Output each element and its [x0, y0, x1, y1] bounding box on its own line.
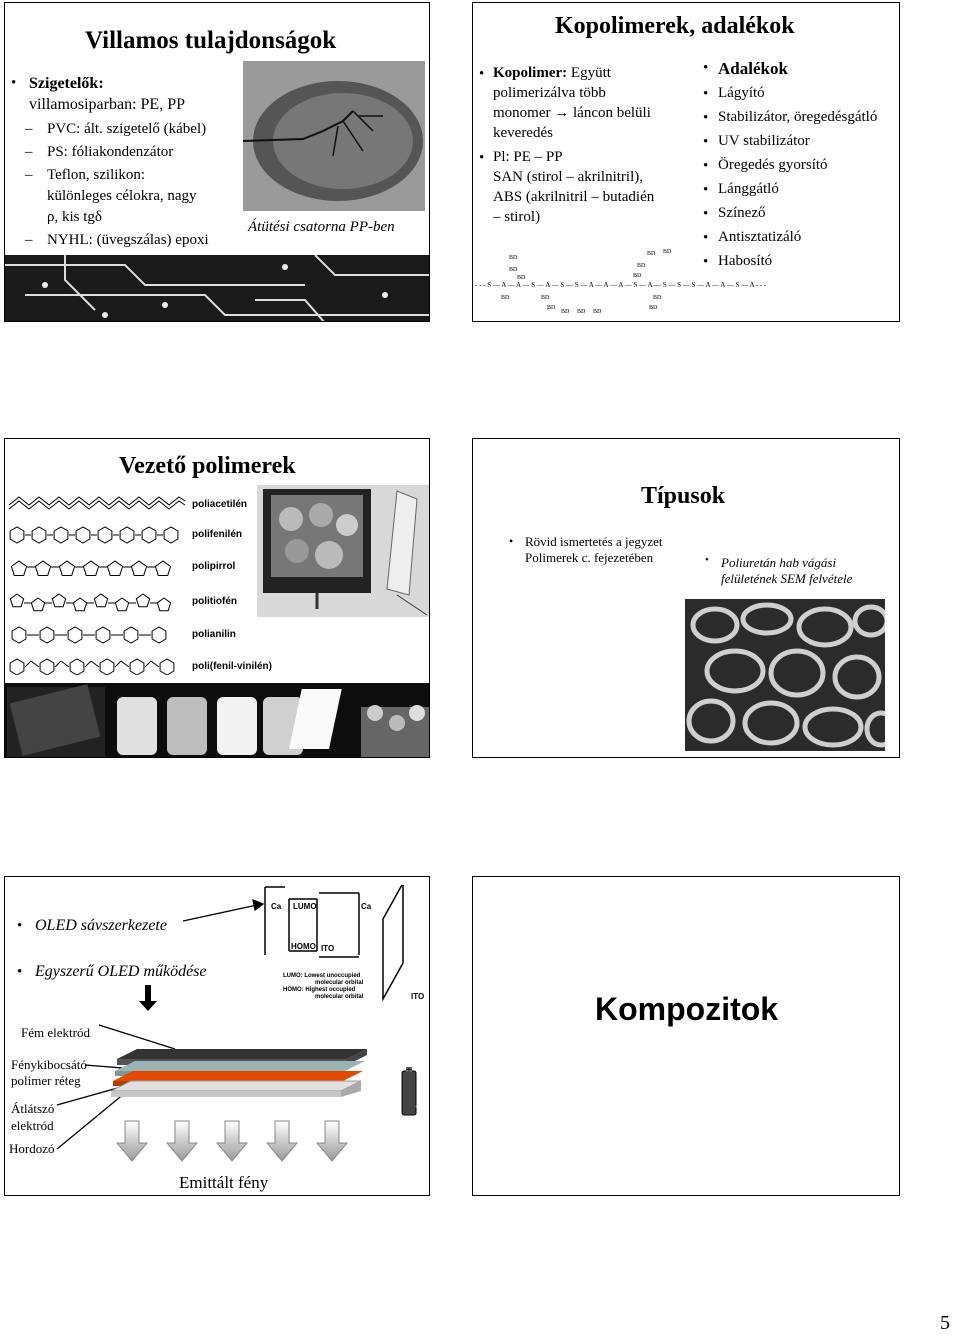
- bd-label: BD: [649, 305, 658, 311]
- item-villamosipar: villamosiparban: PE, PP: [29, 96, 185, 113]
- ito-label: ITO: [321, 944, 335, 953]
- bd-label: BD: [663, 249, 672, 255]
- bullet-dot: •: [479, 66, 485, 82]
- page-number: 5: [940, 1312, 950, 1334]
- bd-label: BD: [501, 295, 510, 301]
- bullet-dot: •: [11, 75, 17, 91]
- ito-label: ITO: [411, 992, 425, 1001]
- battery-icon: [397, 1063, 423, 1121]
- label-atlatszo-2: elektród: [11, 1118, 54, 1133]
- adalek-item: Antisztatizáló: [718, 229, 802, 245]
- kopolimer-text: Együtt: [567, 65, 611, 81]
- polymer-label-polianilin: polianilin: [192, 629, 236, 640]
- adalek-item: Stabilizátor, öregedésgátló: [718, 109, 878, 125]
- bd-label: BD: [509, 267, 518, 273]
- flexible-display-photo: [257, 485, 429, 617]
- slide-villamos: [4, 2, 430, 322]
- oled-band-item: OLED sávszerkezete: [35, 917, 167, 934]
- left-line: – stirol): [493, 209, 541, 225]
- bullet-dot: •: [509, 534, 514, 548]
- adalek-item: UV stabilizátor: [718, 133, 810, 149]
- adalekok-heading: Adalékok: [718, 59, 788, 78]
- legend-line: molecular orbital: [315, 994, 364, 1000]
- sem-caption-2: felületének SEM felvétele: [721, 571, 853, 586]
- circuit-board-photo: [5, 255, 430, 322]
- polymer-label-polipirrol: polipirrol: [192, 561, 236, 572]
- bd-label: BD: [633, 273, 642, 279]
- item-teflon: Teflon, szilikon:: [47, 167, 146, 183]
- bd-label: BD: [509, 255, 518, 261]
- adalek-item: Színező: [718, 205, 766, 221]
- bullet-dot: •: [703, 86, 709, 102]
- bd-label: BD: [637, 263, 646, 269]
- adalek-item: Lágyító: [718, 85, 765, 101]
- oled-work-item: Egyszerű OLED működése: [35, 963, 207, 980]
- tipusok-text-1: Rövid ismertetés a jegyzet: [525, 534, 663, 549]
- kopolimer-label: Kopolimer:: [493, 65, 568, 81]
- bd-label: BD: [517, 275, 526, 281]
- bd-label: BD: [547, 305, 556, 311]
- bullet-dot: •: [703, 230, 709, 246]
- left-line: SAN (stirol – akrilnitril),: [493, 169, 643, 185]
- lumo-label: LUMO: [293, 902, 317, 911]
- slide-vezeto: [4, 438, 430, 758]
- bd-label: BD: [593, 309, 602, 315]
- label-fem-elektrod: Fém elektród: [21, 1025, 90, 1040]
- slide-kopolimerek: [472, 2, 900, 322]
- adalek-item: Habosító: [718, 253, 773, 269]
- slide-kompozitok: [472, 876, 900, 1196]
- slide-title: Villamos tulajdonságok: [85, 27, 337, 54]
- slide-title: Típusok: [641, 483, 726, 509]
- copolymer-chain: [473, 243, 900, 322]
- bullet-dot: •: [17, 964, 23, 980]
- polymer-label-ppv: poli(fenil-vinilén): [192, 661, 272, 672]
- bullet-dot: •: [703, 206, 709, 222]
- photo-caption: Átütési csatorna PP-ben: [248, 219, 395, 235]
- label-fenykibocsato-1: Fénykibocsátó: [11, 1057, 87, 1072]
- adalek-item: Lánggátló: [718, 181, 779, 197]
- dash: –: [25, 121, 33, 137]
- item-kulonleges: különleges célokra, nagy: [47, 188, 197, 204]
- left-line: polimerizálva több: [493, 85, 606, 101]
- adalek-item: Öregedés gyorsító: [718, 157, 828, 173]
- glowing-samples-photo: [5, 683, 430, 758]
- ca-label: Ca: [271, 902, 282, 911]
- bullet-dot: •: [703, 60, 709, 76]
- slide-oled: [4, 876, 430, 1196]
- battery-minus: -: [415, 1101, 419, 1112]
- slide-title: Kompozitok: [595, 991, 779, 1027]
- tipusok-text-2: Polimerek c. fejezetében: [525, 550, 654, 565]
- bullet-dot: •: [703, 110, 709, 126]
- item-ps: PS: fóliakondenzátor: [47, 144, 174, 160]
- label-hordozo: Hordozó: [9, 1141, 55, 1156]
- polymer-label-poliacetilen: poliacetilén: [192, 499, 248, 510]
- emission-arrows: [115, 1117, 365, 1165]
- label-emittalt-feny: Emittált fény: [179, 1173, 269, 1192]
- dash: –: [25, 232, 33, 248]
- bullet-dot: •: [703, 134, 709, 150]
- bullet-dot: •: [703, 182, 709, 198]
- kopolimer-line: [493, 65, 611, 82]
- sem-foam-image: [685, 599, 885, 751]
- label-atlatszo-1: Átlátszó: [11, 1101, 55, 1116]
- left-line: keveredés: [493, 125, 553, 141]
- polymer-label-politiofen: politiofén: [192, 596, 237, 607]
- bullet-dot: •: [17, 918, 23, 934]
- bd-label: BD: [561, 309, 570, 315]
- bullet-dot: •: [703, 158, 709, 174]
- homo-label: HOMO: [291, 942, 316, 951]
- legend-line: molecular orbital: [315, 980, 364, 986]
- polymer-structures: [5, 491, 255, 675]
- label-fenykibocsato-2: polimer réteg: [11, 1073, 81, 1088]
- slide-title: Kopolimerek, adalékok: [555, 13, 795, 39]
- item-szigetelok: Szigetelők:: [29, 75, 104, 92]
- chain-main: - - - S — A — A — S — A — S — S — A — A — A — S — A — S — S — S — A — A — S — A - - -: [475, 281, 767, 289]
- left-line: ABS (akrilnitril – butadién: [493, 189, 655, 205]
- battery-plus: +: [406, 1065, 412, 1076]
- bd-label: BD: [647, 251, 656, 257]
- sem-caption-1: Poliuretán hab vágási: [721, 555, 837, 570]
- pp-breakdown-photo: [243, 61, 425, 211]
- slide-title: Vezető polimerek: [119, 453, 296, 479]
- bullet-dot: •: [705, 554, 709, 566]
- dash: –: [25, 144, 33, 160]
- ca-label: Ca: [361, 902, 372, 911]
- bullet-dot: •: [479, 150, 485, 166]
- bd-label: BD: [577, 309, 586, 315]
- bd-label: BD: [541, 295, 550, 301]
- dash: –: [25, 167, 33, 183]
- item-rho: ρ, kis tgδ: [47, 209, 102, 225]
- item-nyhl: NYHL: (üvegszálas) epoxi: [47, 232, 209, 248]
- legend-line: HOMO: Highest occupied: [283, 987, 356, 993]
- polymer-label-polifenilen: polifenilén: [192, 529, 242, 540]
- bullet-dot: •: [703, 254, 709, 270]
- item-pvc: PVC: ált. szigetelő (kábel): [47, 121, 207, 137]
- legend-line: LUMO: Lowest unoccupied: [283, 973, 361, 979]
- left-line: monomer → láncon belüli: [493, 105, 651, 121]
- slide-tipusok: [472, 438, 900, 758]
- left-line: Pl: PE – PP: [493, 149, 563, 165]
- bd-label: BD: [653, 295, 662, 301]
